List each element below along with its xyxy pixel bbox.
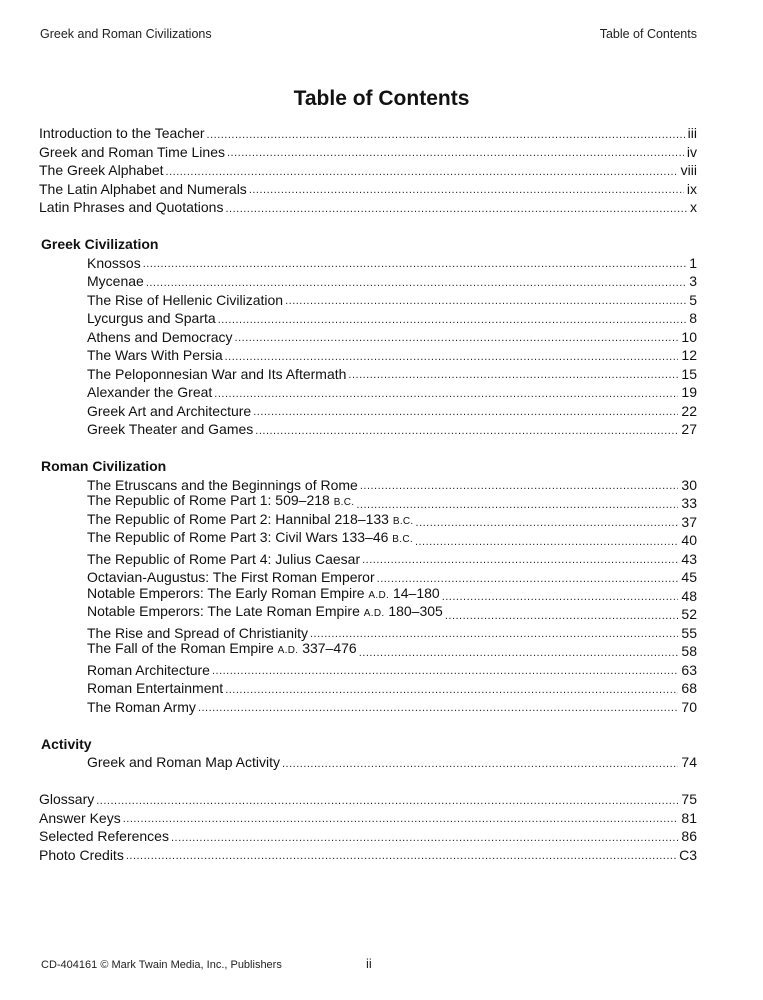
toc-entry [39,383,697,402]
footer-publisher: CD-404161 © Mark Twain Media, Inc., Publishers [41,959,282,971]
spacer [39,716,697,735]
dot-leader [225,349,679,365]
toc-entry-page: iv [686,143,697,160]
toc-entry-label [87,753,280,772]
toc-entry [39,180,697,199]
toc-entry-page: C3 [679,846,697,863]
toc-entry [39,753,697,772]
toc-entry [39,254,697,273]
dot-leader [249,182,684,198]
toc-entry-title: Athens and Democracy [87,328,233,345]
toc-entry-years: 337–476 [302,640,357,656]
toc-entry-page: 48 [681,587,697,604]
toc-entry [39,365,697,384]
toc-entry-page: 22 [681,402,697,419]
toc-entry-title: The Republic of Rome Part 1: 509–218 [87,492,330,508]
toc-entry-page: 8 [689,310,697,326]
spacer [39,217,697,236]
toc-entry-title: Notable Emperors: The Late Roman Empire [87,603,360,619]
dot-leader [285,293,686,309]
toc-entry-title: The Republic of Rome Part 2: Hannibal 218–133 [87,510,389,527]
toc-entry-page: 40 [681,532,697,548]
toc-entry-label [87,698,196,717]
toc-entry [39,846,697,865]
toc-entry-title: The Greek Alphabet [39,162,164,178]
toc-entry-page: 75 [681,791,697,807]
toc-entry [39,272,697,291]
dot-leader [227,145,684,161]
toc-entry-title: The Republic of Rome Part 4: Julius Caesar [87,550,361,567]
running-header [40,27,697,41]
dot-leader [123,811,679,827]
dot-leader [96,793,678,809]
toc-entry-title: Answer Keys [39,809,121,826]
toc-entry [39,143,697,162]
toc-entry-page: 12 [681,347,697,363]
toc-entry-title: Selected References [39,828,169,844]
dot-leader [416,515,679,531]
toc-entry-label [39,809,121,828]
toc-entry-label [39,161,164,180]
activity-entries [39,753,697,772]
greek-entries [39,254,697,439]
section-heading-roman: Roman Civilization [41,458,167,474]
toc-entry-title: Greek Theater and Games [87,421,254,437]
toc-entry-title: Alexander the Great [87,384,213,400]
header-section-title: Table of Contents [599,27,697,41]
toc-entry [39,402,697,421]
toc-entry-era: B.C. [333,497,355,508]
toc-entry-title: Roman Architecture [87,661,210,678]
toc-entry-label [39,846,124,865]
toc-entry-title: The Rise and Spread of Christianity [87,624,308,641]
toc-entry-label [87,346,223,365]
toc-entry [39,679,697,698]
toc-entry-title: Lycurgus and Sparta [87,310,216,326]
toc-entry-title: The Rise of Hellenic Civilization [87,291,284,308]
toc-entry-page: 86 [681,828,697,844]
toc-entry-page: 58 [681,643,697,659]
toc-entry-label [87,309,216,328]
dot-leader [282,756,678,772]
toc-entry-title: Introduction to the Teacher [39,125,205,141]
toc-entry-label [87,639,357,661]
toc-entry-era: B.C. [392,534,413,545]
toc-entry-era: A.D. [277,645,299,656]
toc-entry-label [39,124,205,143]
toc-entry-label [87,402,251,421]
toc-entry-title: Greek and Roman Map Activity [87,754,280,770]
toc-entry-title: The Republic of Rome Part 3: Civil Wars 133–46 [87,529,389,545]
toc-entry-title: Glossary [39,791,95,807]
toc-entry [39,328,697,347]
toc-entry-label [87,291,283,310]
toc-entry-page: 5 [689,291,697,308]
roman-entries [39,476,697,717]
dot-leader [143,256,687,272]
dot-leader [198,700,678,716]
toc-entry-title: Notable Emperors: The Early Roman Empire [87,584,365,601]
toc-entry-title: Latin Phrases and Quotations [39,199,224,215]
toc-entry-era: B.C. [392,515,414,527]
dot-leader [253,404,678,420]
toc-entry-page: x [690,199,697,215]
toc-entry [39,809,697,828]
toc-entry-page: 33 [681,495,697,511]
toc-entry-page: viii [680,162,697,178]
dot-leader [445,608,679,624]
toc-entry-page: iii [687,125,697,141]
toc-entry-years: 180–305 [388,603,443,619]
toc-entry [39,605,697,624]
toc-entry-title: The Etruscans and the Beginnings of Rome [87,476,358,493]
toc-entry-title: Greek Art and Architecture [87,402,252,419]
toc-entry-page: 63 [681,661,697,678]
toc-entry-page: 27 [681,421,697,437]
intro-entries [39,124,697,217]
dot-leader [166,164,678,180]
toc-entry-label [39,827,169,846]
toc-entry-label [87,272,144,291]
toc-entry-label [87,420,253,439]
toc-entry-label [87,602,443,624]
toc-entry-title: Knossos [87,254,141,271]
toc-entry-page: 81 [681,809,697,826]
toc-entry-page: 30 [681,476,697,493]
dot-leader [442,589,679,605]
toc-entry [39,550,697,569]
toc-entry [39,642,697,661]
dot-leader [214,386,678,402]
toc-entry-era: A.D. [363,608,385,619]
toc-entry-page: 3 [689,273,697,289]
dot-leader [415,534,678,550]
toc-entry [39,661,697,680]
dot-leader [255,423,678,439]
toc-entry-page: ix [686,180,697,197]
dot-leader [225,682,678,698]
toc-entry [39,827,697,846]
toc-entry-era: A.D. [368,589,390,601]
toc-entry [39,346,697,365]
dot-leader [235,330,679,346]
toc-entry-title: Greek and Roman Time Lines [39,143,225,160]
toc-entry-page: 15 [681,365,697,382]
toc-entry-label [87,550,360,569]
toc-entry-label [87,528,413,550]
toc-entry [39,698,697,717]
toc-entry [39,309,697,328]
dot-leader [146,275,686,291]
toc-entry-label [39,143,225,162]
toc-entry [39,161,697,180]
toc-entry-label [87,679,223,698]
toc-entry-label [39,180,247,199]
back-matter-entries [39,790,697,864]
toc-entry-label [87,365,346,384]
toc-entry-title: Octavian-Augustus: The First Roman Emperor [87,569,375,585]
dot-leader [225,201,687,217]
toc-entry-title: Mycenae [87,273,144,289]
toc-entry-page: 52 [681,606,697,622]
toc-entry [39,198,697,217]
toc-entry [39,124,697,143]
section-heading-greek: Greek Civilization [41,236,159,252]
toc-entry-label [87,661,210,680]
dot-leader [207,127,685,143]
toc-entry-title: Roman Entertainment [87,680,224,696]
toc-entry-label [39,198,223,217]
dot-leader [362,552,678,568]
toc-entry-title: The Latin Alphabet and Numerals [39,180,247,197]
dot-leader [359,645,679,661]
toc-entry-page: 10 [681,328,697,345]
toc-entry-label [87,254,141,273]
toc-entry-page: 1 [689,254,697,271]
toc-entry-title: The Wars With Persia [87,347,223,363]
toc-entry-page: 43 [681,550,697,567]
toc-entry [39,291,697,310]
toc-entry-page: 37 [681,513,697,530]
dot-leader [348,367,678,383]
dot-leader [310,626,678,642]
toc-entry-page: 68 [681,680,697,696]
toc-entry [39,420,697,439]
dot-leader [212,663,678,679]
dot-leader [360,478,679,494]
toc-entry-title: The Fall of the Roman Empire [87,640,274,656]
toc-entry-label [87,328,233,347]
spacer [39,439,697,458]
dot-leader [218,312,687,328]
toc-entry-page: 45 [681,569,697,585]
toc-entry-label [39,790,94,809]
page-title: Table of Contents [293,87,470,110]
section-heading-activity: Activity [41,735,92,752]
toc-entry [39,531,697,550]
table-of-contents [39,124,697,864]
toc-entry-label [87,383,212,402]
toc-entry-page: 19 [681,384,697,400]
toc-entry-page: 74 [681,754,697,770]
dot-leader [171,830,678,846]
toc-entry-page: 55 [681,624,697,641]
toc-entry-page: 70 [681,698,697,715]
toc-entry-title: The Roman Army [87,698,196,715]
toc-entry-title: The Peloponnesian War and Its Aftermath [87,365,347,382]
spacer [39,772,697,791]
toc-entry-years: 14–180 [392,584,440,601]
dot-leader [126,848,676,864]
toc-entry-title: Photo Credits [39,846,124,863]
footer-page-number: ii [366,956,372,971]
header-book-title: Greek and Roman Civilizations [40,27,212,41]
toc-entry [39,790,697,809]
